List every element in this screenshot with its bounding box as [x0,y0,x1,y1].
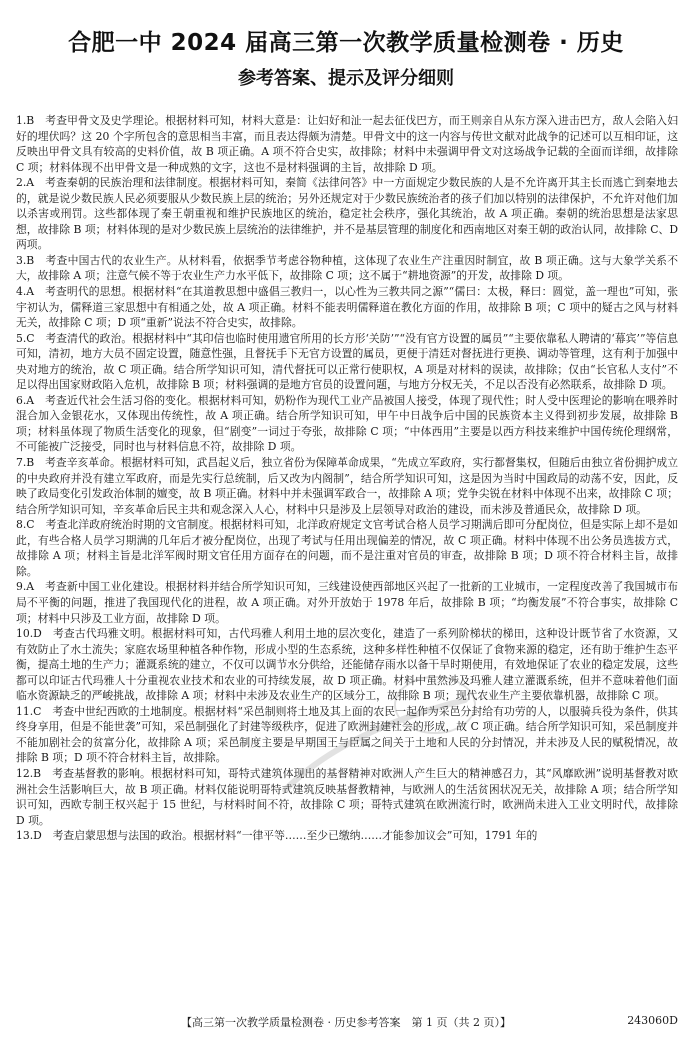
answer-explanation: 考查北洋政府统治时期的文官制度。根据材料可知，北洋政府规定文官考试合格人员学习期满后即可分配岗位，但是实际上却不是如此，有些合格人员学习期满的几年后才被分配岗位，出现了考试与任用出现偏差的情况，故 C 项正确。材料中体现不出公务员选拔方式，故排除 A 项；材料主旨是北洋军阀时期文官任用方面存在的问题，而不是注重对官员的审查，故排除 B 项；D 项不符合材料主旨，故排除。 [16,518,678,578]
answer-number: 4.A [16,285,35,299]
answer-explanation: 考查辛亥革命。根据材料可知，武昌起义后，独立省份为保障革命成果，“先成立军政府，实行都督集权，但随后由独立省份拥护成立的中央政府并没有建立军政府，而是先实行总统制，后又改为内阁制”，结合所学知识可知，这是因为当时中国政局的动荡不安，因此，反映了政局变化引发政治体制的嬗变，故 B 项正确。材料中并未强调军政合一，故排除 A 项；党争尖锐在材料中体现不出来，故排除 C 项；结合所学知识可知，辛亥革命后民主共和观念深入人心，材料中只是涉及上层领导对政治的建设，而未涉及普通民众，故排除 D 项。 [16,456,678,516]
answer-item [16,517,678,579]
answer-item [16,579,678,626]
answer-number: 11.C [16,704,42,718]
answer-item [16,393,678,455]
answer-number: 9.A [16,580,35,594]
answer-number: 13.D [16,829,42,843]
answer-number: 5.C [16,331,35,345]
page-subtitle: 参考答案、提示及评分细则 [238,68,454,89]
answer-explanation: 考查古代玛雅文明。根据材料可知，古代玛雅人利用土地的层次变化，建造了一系列阶梯状的梯田，这种设计既节省了水资源，又有效防止了水土流失；家庭农场里种植各种作物，形成小型的生态系统，这种多样性种植不仅保证了食物来源的稳定，还有助于维护生态平衡，提高土地的生产力；灌溉系统的建立，不仅可以调节水分供给，还能储存雨水以备干旱时期使用，有效地保证了农业的稳定发展，这些都可以印证古代玛雅人十分重视农业技术和农业的可持续发展，故 D 项正确。材料中虽然涉及玛雅人建立灌溉系统，但并不意味着他们面临水资源缺乏的严峻挑战，故排除 A 项；材料中未涉及农业生产的区域分工，故排除 B 项；现代农业生产主要依靠机器，故排除 C 项。 [16,627,678,703]
answer-item [16,113,678,175]
answer-number: 7.B [16,456,35,470]
answer-explanation: 考查秦朝的民族治理和法律制度。根据材料可知，秦简《法律问答》中一方面规定少数民族的人是不允许离开其主长而逃亡到秦地去的，就是说少数民族人民必须要服从少数民族上层的统治；另外还规定对于少数民族统治者的孩子们加以特别的法律保护，不允许对他们加以杀害或刑罚。这些都体现了秦王朝重视和维护民族地区的统治，稳定社会秩序，强化其统治，故 A 项正确。秦朝的统治思想是法家思想，故排除 B 项；材料体现的是对少数民族上层统治的法律维护，并不是基层管理的制度化和西南地区对秦王朝的政治认同，故排除 C、D 两项。 [16,176,678,252]
answer-number: 12.B [16,766,42,780]
answer-number: 6.A [16,393,35,407]
page-title: 合肥一中 2024 届高三第一次教学质量检测卷 · 历史 [68,30,624,56]
answer-item [16,626,678,704]
answer-number: 2.A [16,176,35,190]
answer-item [16,828,678,844]
answer-list [16,113,678,1001]
footer-page-info: 【高三第一次教学质量检测卷 · 历史参考答案 第 1 页（共 2 页）】 [181,1016,511,1029]
answer-item [16,455,678,517]
answer-explanation: 考查清代的政治。根据材料中“其印信也临时使用遗官所用的长方形‘关防’”“没有官方设置的属员”“主要依靠私人聘请的‘幕宾’”等信息可知，清初，地方大员不固定设置，随意性强，且督抚手下无官方设置的属员，更便于清廷对督抚进行更换、调动等管理，这有利于加强中央对地方的统治，故 C 项正确。结合所学知识可知，清代督抚可以正常行使职权，A 项是对材料的误读，故排除；仅由“长官私人支付”不足以得出国家财政陷入危机，故排除 B 项；材料强调的是地方官员的设置问题，与地方分权无关，不足以否没有必然联系，故排除 D 项。 [16,331,678,392]
answer-number: 3.B [16,253,35,267]
answer-item [16,175,678,253]
answer-number: 8.C [16,518,35,532]
answer-explanation: 考查中国古代的农业生产。从材料看，依据季节考虑谷物种植，这体现了农业生产注重因时制宜，故 B 项正确。这与大象学关系不大，故排除 A 项；注意气候不等于农业生产力水平低下，故排除 C 项；这不属于“耕地资源”的开发，故排除 D 项。 [16,253,678,283]
answer-explanation: 考查新中国工业化建设。根据材料并结合所学知识可知，三线建设使西部地区兴起了一批新的工业城市，一定程度改善了我国城市布局不平衡的问题，推进了我国现代化的进程，故 A 项正确。对外开放始于 1978 年后，故排除 B 项；“均衡发展”不符合事实，故排除 C 项；材料中只涉及工业方面，故排除 D 项。 [16,580,678,625]
answer-item [16,284,678,331]
answer-explanation: 考查甲骨文及史学理论。根据材料可知，材料大意是：让妇好和沚一起去征伐巴方，而王则亲自从东方深入进击巴方，敌人会陷入妇好的埋伏吗？这 20 个字所包含的意思相当丰富，而且表达得颇为清楚。甲骨文中的这一内容与传世文献对此战争的记述可以互相印证，这反映出甲骨文具有较高的史料价值，故 B 项正确。A 项不符合史实，故排除；材料中未强调甲骨文对这场战争记载的全面而详细，故排除 C 项；材料体现不出甲骨文是一种成熟的文字，这也不是材料强调的主旨，故排除 D 项。 [16,114,678,174]
answer-explanation: 考查中世纪西欧的土地制度。根据材料“采邑制则将土地及其上面的农民一起作为采邑分封给有功劳的人，以服骑兵役为条件，供其终身享用，但是不能世袭”可知，采邑制强化了封建等级秩序，促进了欧洲封建社会的形成，故 C 项正确。结合所学知识可知，采邑制度并不能加剧社会的贫富分化，故排除 A 项；采邑制度主要是早期国王与臣属之间关于土地和人民的分封情况，并未涉及人民的赋税情况，故排除 B 项；D 项不符合材料主旨，故排除。 [16,704,678,765]
answer-item [16,331,678,393]
answer-item [16,253,678,284]
answer-item [16,766,678,828]
answer-number: 1.B [16,114,35,127]
answer-item [16,704,678,766]
answer-explanation: 考查明代的思想。根据材料“在其道教思想中盛倡三教归一，以心性为三教共同之源”“儒曰：太极，释曰：圆觉，盖一理也”可知，张宇初认为，儒释道三家思想中有相通之处，故 A 项正确。材料不能表明儒释道在教化方面的作用，故排除 B 项；C 项中的疑古之风与材料无关，故排除 C 项；D 项“重新”说法不符合史实，故排除。 [16,285,678,330]
footer-code: 243060D [627,1014,678,1027]
answer-explanation: 考查近代社会生活习俗的变化。根据材料可知，奶粉作为现代工业产品被国人接受，体现了现代性；时人受中医理论的影响在喂养时混合加入金银花水，又体现出传统性，故 A 项正确。结合所学知识可知，甲午中日战争后中国的民族资本主义得到初步发展，故排除 B 项；材料虽体现了物质生活变化的现象，但“剧变”一词过于夸张，故排除 C 项；“中体西用”主要是以西方科技来维护中国传统伦理纲常，不可能被广泛接受，同时也与材料信息不符，故排除 D 项。 [16,393,678,454]
answer-explanation: 考查基督教的影响。根据材料可知，哥特式建筑体现出的基督精神对欧洲人产生巨大的精神感召力，其“风靡欧洲”说明基督教对欧洲社会生活影响巨大，故 B 项正确。材料仅能说明哥特式建筑反映基督教精神，与欧洲人的生活贫困状况无关，故排除 A 项；结合所学知识可知，西欧专制王权兴起于 15 世纪，与材料时间不符，故排除 C 项；哥特式建筑在欧洲流行时，欧洲尚未进入工业文明时代，故排除 D 项。 [16,766,678,827]
answer-explanation: 考查启蒙思想与法国的政治。根据材料“一律平等……至少已缴纳……才能参加议会”可知，1791 年的 [52,829,538,843]
page-footer [0,1014,692,1030]
answer-number: 10.D [16,627,42,641]
